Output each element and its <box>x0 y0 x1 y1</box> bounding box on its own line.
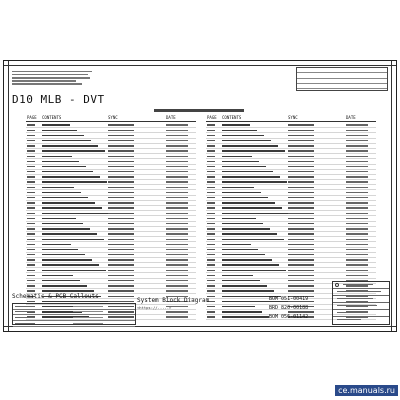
apple-logo-icon <box>335 283 339 287</box>
schematic-callouts <box>12 293 134 325</box>
toc-column-right <box>206 115 376 293</box>
col-contents-header: CONTENTS <box>222 115 242 120</box>
col-page-header: PAGE <box>207 115 217 120</box>
col-contents-header: CONTENTS <box>42 115 62 120</box>
col-page-header: PAGE <box>27 115 37 120</box>
watermark: ce.manuals.ru <box>335 385 398 396</box>
toc-column-header <box>26 115 196 122</box>
id-line: BRD 820-00188 <box>269 305 309 311</box>
border-zone-top <box>4 61 396 66</box>
col-sync-header: SYNC <box>288 115 298 120</box>
revision-table <box>296 67 388 91</box>
border-zone-bottom <box>4 326 396 331</box>
board-ids <box>269 295 308 322</box>
callouts-table <box>12 303 136 325</box>
id-line: BOM 051-00419 <box>269 296 309 302</box>
col-date-header: DATE <box>346 115 356 120</box>
callouts-title: Schematic & PCB Callouts <box>12 293 99 300</box>
toc-rows-left <box>26 123 196 320</box>
toc-column-header <box>206 115 376 122</box>
block-diagram-title: System Block Diagram <box>137 297 210 304</box>
border-zone-right <box>391 61 396 331</box>
title-block <box>332 281 390 325</box>
toc-header-line <box>154 109 244 112</box>
col-sync-header: SYNC <box>108 115 118 120</box>
border-zone-left <box>4 61 9 331</box>
revision-notes <box>12 69 92 87</box>
table-of-contents <box>26 115 376 293</box>
toc-column-left <box>26 115 196 293</box>
document-title: D10 MLB - DVT <box>12 93 105 106</box>
schematic-sheet <box>3 60 397 332</box>
block-diagram-link[interactable]: <https://.....> <box>137 305 172 310</box>
col-date-header: DATE <box>166 115 176 120</box>
id-line: BOM 056-01142 <box>269 314 309 320</box>
block-diagram-reference <box>137 297 209 310</box>
